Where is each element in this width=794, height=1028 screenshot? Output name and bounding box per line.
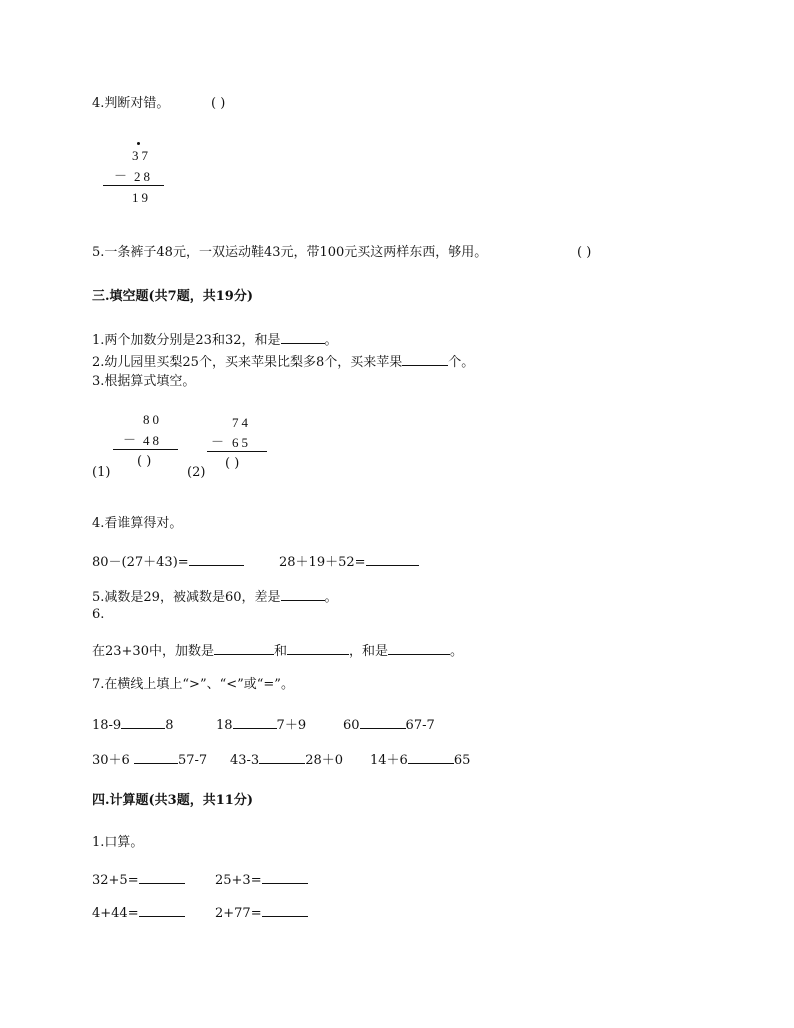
vertical-op: － [114,169,128,184]
q5-answer-paren[interactable]: ( ) [577,245,592,260]
q7-blank[interactable] [121,716,165,729]
oral-calc-blank[interactable] [139,871,185,884]
s3-q2-blank[interactable] [402,353,448,366]
oral-calc-expr: 25+3= [215,873,262,888]
calc2-answer[interactable]: ( ) [225,456,240,471]
calc1-top: 80 [143,412,162,427]
s3-q4-blank1[interactable] [189,553,244,566]
q4-answer-paren[interactable]: ( ) [211,96,226,111]
borrow-dot [137,142,140,145]
calc1-line [113,449,178,450]
s4-row2-item1 [92,904,185,922]
q7-right: 8 [165,718,174,733]
calc1-label: (1) [92,465,111,480]
q4-text: 4.判断对错。 [92,96,170,111]
q7-right: 57-7 [177,753,208,768]
vertical-bottom: 28 [134,169,153,184]
s4-row2-item2 [215,904,308,922]
s3-q2-post: 个。 [448,355,475,370]
q5-text: 5.一条裤子48元，一双运动鞋43元，带100元买这两样东西，够用。 [92,245,488,260]
s3-q5 [92,588,338,606]
s3-q2-pre: 2.幼儿园里买梨25个，买来苹果比梨多8个，买来苹果 [92,355,403,370]
s3-q4-expr2-row [279,553,419,571]
s3-q7: 7.在横线上填上“>”、“<”或“=”。 [92,677,294,692]
q7-row1-item3 [343,716,435,734]
calc2-label: (2) [187,465,206,480]
s3-q6-blank1[interactable] [214,642,274,655]
q7-left: 14＋6 [370,753,408,768]
calc1-bottom: 48 [143,433,162,448]
q7-blank[interactable] [360,716,406,729]
s3-q1-pre: 1.两个加数分别是23和32，和是 [92,333,281,348]
q7-right: 28＋0 [305,753,344,768]
s4-q1: 1.口算。 [92,835,144,850]
q7-left: 60 [343,718,360,733]
s3-q5-pre: 5.减数是29，被减数是60，差是 [92,590,281,605]
s3-q6-blank2[interactable] [287,642,349,655]
s3-q6-post: 。 [450,644,464,659]
section3-heading: 三.填空题(共7题，共19分) [92,289,253,304]
calc2-top: 74 [232,415,251,430]
q7-left: 18 [216,718,233,733]
s3-q5-blank[interactable] [281,588,325,601]
s3-q6-mid2: ，和是 [349,644,389,659]
s3-q6 [92,642,463,660]
s3-q5-post: 。 [324,590,338,605]
calc2-bottom: 65 [232,435,251,450]
calc2-line [207,451,267,452]
q7-left: 30＋6 [92,753,134,768]
s3-q4-expr1: 80－(27＋43)= [92,555,189,570]
oral-calc-expr: 4+44= [92,906,139,921]
s4-row1-item2 [215,871,308,889]
vertical-top: 37 [132,148,151,163]
vertical-line [103,185,164,186]
s4-row1-item1 [92,871,185,889]
s3-q4-blank2[interactable] [366,553,419,566]
q7-right: 67-7 [405,718,435,733]
q7-row1-item1 [92,716,174,734]
oral-calc-blank[interactable] [262,871,308,884]
vertical-result: 19 [132,190,151,205]
s3-q2 [92,353,474,371]
s3-q1 [92,331,338,349]
oral-calc-blank[interactable] [262,904,308,917]
q7-blank[interactable] [259,751,305,764]
s3-q6-pre: 在23+30中，加数是 [92,644,214,659]
section4-heading: 四.计算题(共3题，共11分) [92,793,253,808]
s3-q4-expr2: 28＋19＋52= [279,555,366,570]
calc1-op: － [123,433,137,448]
q7-left: 43-3 [230,753,260,768]
calc1-answer[interactable]: ( ) [137,454,152,469]
q7-blank[interactable] [233,716,277,729]
s3-q4: 4.看谁算得对。 [92,516,183,531]
q7-row1-item2 [216,716,306,734]
q7-left: 18-9 [92,718,122,733]
q7-right: 7＋9 [276,718,307,733]
oral-calc-blank[interactable] [139,904,185,917]
q7-row2-item1 [92,751,207,769]
q7-blank[interactable] [134,751,178,764]
s3-q1-blank[interactable] [281,331,325,344]
s3-q6-num: 6. [92,607,105,622]
oral-calc-expr: 2+77= [215,906,262,921]
s3-q3: 3.根据算式填空。 [92,374,196,389]
q7-row2-item2 [230,751,343,769]
s3-q4-expr1-row [92,553,244,571]
s3-q6-mid: 和 [273,644,287,659]
oral-calc-expr: 32+5= [92,873,139,888]
s3-q6-blank3[interactable] [388,642,450,655]
s3-q1-post: 。 [324,333,338,348]
q7-blank[interactable] [408,751,454,764]
q7-row2-item3 [370,751,470,769]
calc2-op: － [211,435,225,450]
q7-right: 65 [453,753,471,768]
